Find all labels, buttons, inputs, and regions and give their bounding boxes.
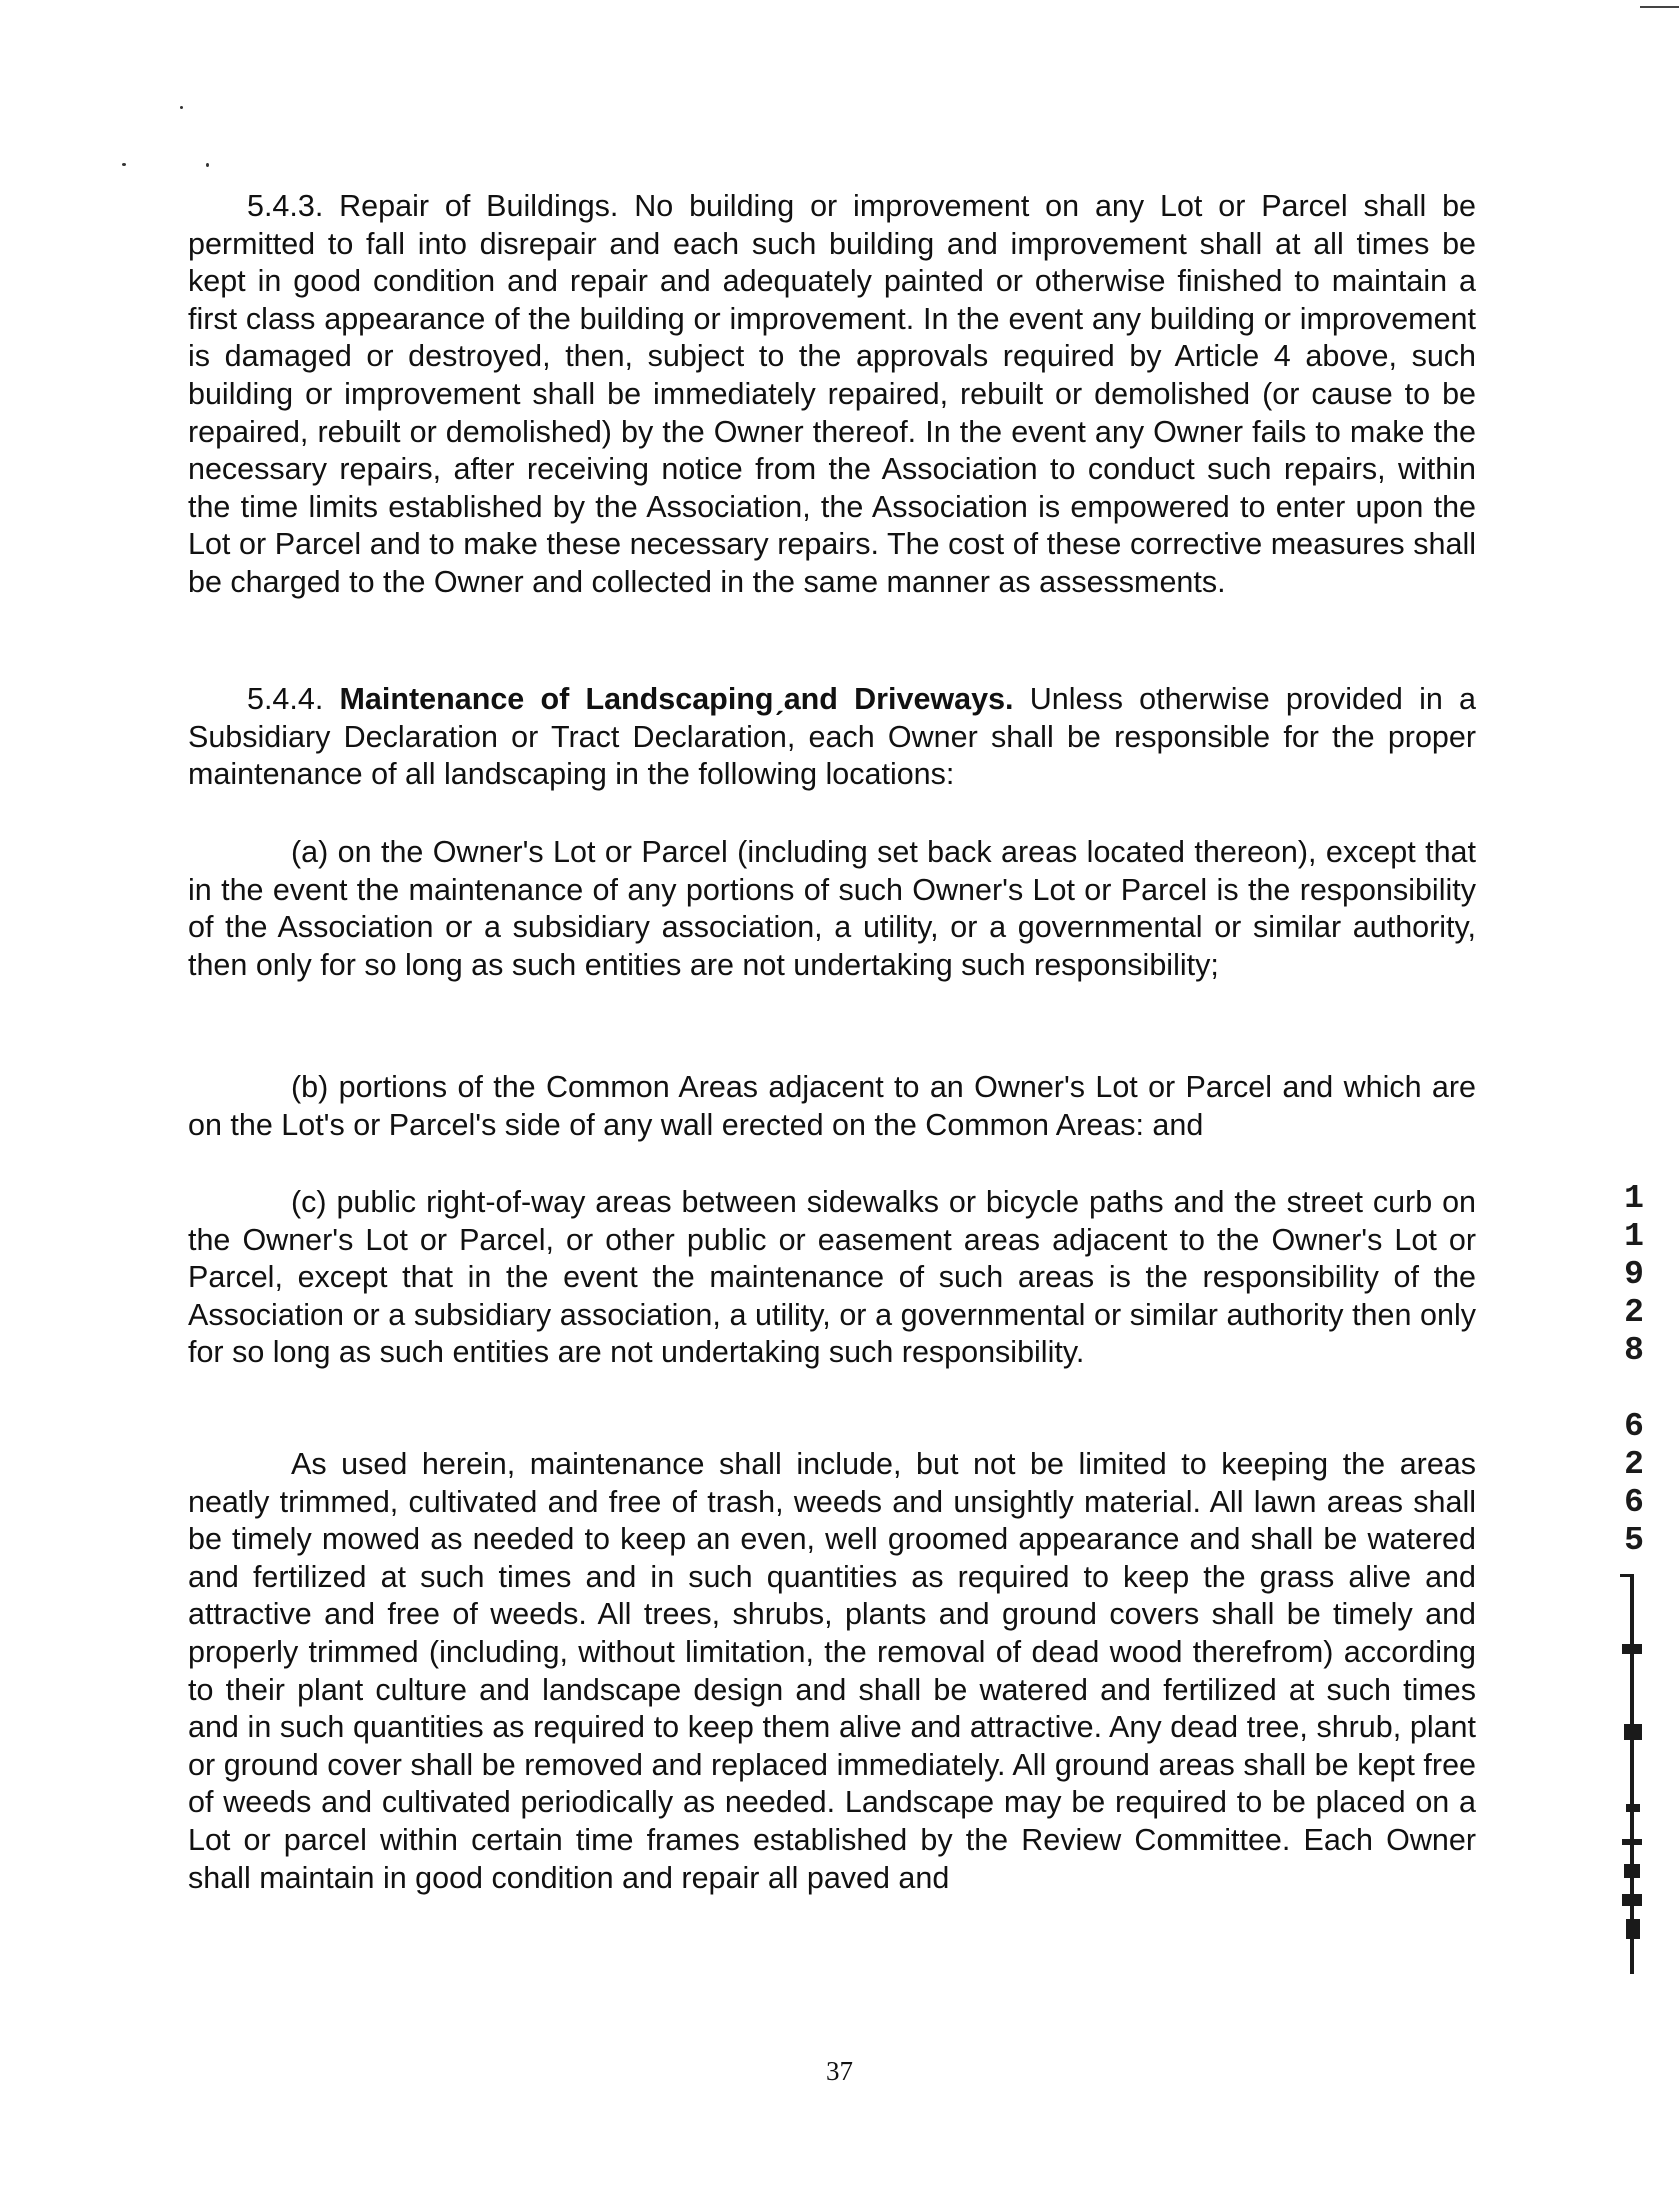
stamp-digit: 5 [1624, 1522, 1644, 1559]
stamp-digit: 9 [1624, 1256, 1644, 1293]
stamp-digit: 2 [1624, 1294, 1644, 1331]
stamp-digit: 6 [1624, 1484, 1644, 1521]
stamp-digit: 6 [1624, 1408, 1644, 1445]
list-item-a: (a) on the Owner's Lot or Parcel (including set back areas located thereon), except that in the event the maintenance of any portions of such Owner's Lot or Parcel is the responsibility of the Association or a subsidiary association, a utility, or a governmental or similar authority, then only for so long as such entities are not undertaking such responsibility; [188, 835, 1476, 982]
scan-speck [122, 163, 126, 166]
recording-barcode-icon [1612, 1574, 1652, 1974]
stamp-digit: 1 [1624, 1180, 1644, 1217]
maintenance-paragraph: As used herein, maintenance shall include, but not be limited to keeping the areas neatly trimmed, cultivated and free of trash, weeds and unsightly material. All lawn areas shall be timely mowed as needed to keep an even, well groomed appearance and shall be watered and fertilized at such times and in such quantities as required to keep the grass alive and attractive and free of weeds. All trees, shrubs, plants and ground covers shall be timely and properly trimmed (including, without limitation, the removal of dead wood therefrom) according to their plant culture and landscape design and shall be watered and fertilized at such times and in such quantities as required to keep them alive and attractive. Any dead tree, shrub, plant or ground cover shall be removed and replaced immediately. All ground areas shall be kept free of weeds and cultivated periodically as needed. Landscape may be required to be placed on a Lot or parcel within certain time frames established by the Review Committee. Each Owner shall maintain in good condition and repair all paved and [188, 1447, 1476, 1895]
section-5-4-4-paragraph [188, 681, 1476, 794]
scan-speck [180, 106, 183, 109]
list-item-b: (b) portions of the Common Areas adjacent to an Owner's Lot or Parcel and which are on the Lot's or Parcel's side of any wall erected on the Common Areas: and [188, 1070, 1476, 1142]
scan-edge-mark [1640, 6, 1679, 8]
section-5-4-4-heading: Maintenance of Landscapingˏand Driveways. [339, 682, 1014, 716]
section-5-4-3-paragraph [188, 188, 1476, 602]
stamp-digit: 1 [1624, 1218, 1644, 1255]
scan-speck [206, 163, 209, 167]
section-5-4-4-text: Unless otherwise provided in a Subsidiary Declaration or Tract Declaration, each Owner shall be responsible for the proper maintenance of all landscaping in the following locations: [188, 682, 1476, 792]
stamp-digit: 2 [1624, 1446, 1644, 1483]
page-number: 37 [826, 2056, 853, 2086]
stamp-digit [1614, 1370, 1654, 1408]
section-5-4-3-label: 5.4.3. Repair of Buildings. [247, 189, 619, 223]
recording-stamp-number [1614, 1180, 1654, 1560]
list-item-c: (c) public right-of-way areas between sidewalks or bicycle paths and the street curb on the Owner's Lot or Parcel, or other public or easement areas adjacent to the Owner's Lot or Parcel, except that in the event the maintenance of such areas is the responsibility of the Association or a subsidiary association, a utility, or a governmental or similar authority then only for so long as such entities are not undertaking such responsibility. [188, 1185, 1476, 1370]
stamp-digit: 8 [1624, 1332, 1644, 1369]
section-5-4-4-number: 5.4.4. [247, 682, 324, 716]
section-5-4-3-text: No building or improvement on any Lot or Parcel shall be permitted to fall into disrepair and each such building and improvement shall at all times be kept in good condition and repair and adequately painted or otherwise finished to maintain a first class appearance of the building or improvement. In the event any building or improvement is damaged or destroyed, then, subject to the approvals required by Article 4 above, such building or improvement shall be immediately repaired, rebuilt or demolished (or cause to be repaired, rebuilt or demolished) by the Owner thereof. In the event any Owner fails to make the necessary repairs, after receiving notice from the Association to conduct such repairs, within the time limits established by the Association, the Association is empowered to enter upon the Lot or Parcel and to make these necessary repairs. The cost of these corrective measures shall be charged to the Owner and collected in the same manner as assessments. [188, 189, 1476, 599]
